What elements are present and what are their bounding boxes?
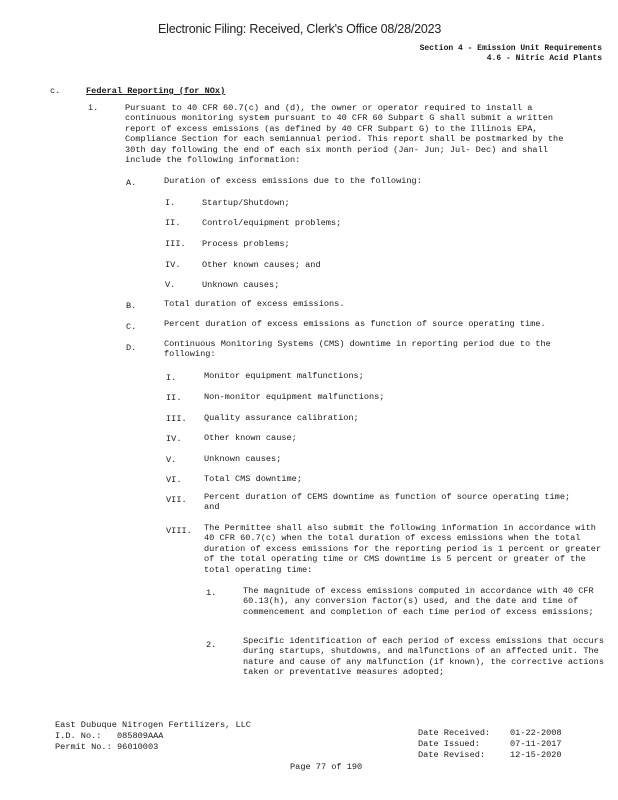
footer-left	[55, 720, 251, 753]
item-d-v-text: Unknown causes;	[204, 454, 282, 464]
page-number: Page 77 of 190	[290, 762, 363, 772]
item-d-ii-num: II.	[166, 393, 182, 403]
item-d-text: Continuous Monitoring Systems (CMS) downtime in reporting period due to the following:	[164, 339, 551, 360]
item-d-iii-num: III.	[166, 414, 187, 424]
footer-permit-label: Permit No.:	[55, 742, 112, 752]
item-d-i-num: I.	[166, 373, 177, 383]
footer-issued-row	[418, 739, 562, 750]
item-c-letter: C.	[126, 322, 137, 332]
footer-revised-value: 12-15-2020	[510, 750, 562, 760]
item-a-ii-text: Control/equipment problems;	[202, 218, 342, 228]
item-d-vi-num: VI.	[166, 475, 182, 485]
item-i-number: i.	[88, 103, 99, 113]
section-header-line1: Section 4 - Emission Unit Requirements	[419, 44, 602, 53]
item-a-v-num: V.	[165, 280, 176, 290]
section-letter: c.	[50, 86, 61, 96]
footer-permit-value: 96010003	[117, 742, 159, 752]
footer-permit-row	[55, 742, 251, 753]
footer-company: East Dubuque Nitrogen Fertilizers, LLC	[55, 720, 251, 730]
footer-received-value: 01-22-2008	[510, 728, 562, 738]
footer-received-row	[418, 728, 562, 739]
item-a-iv-num: IV.	[165, 260, 181, 270]
item-a-text: Duration of excess emissions due to the following:	[164, 176, 422, 186]
item-d-i-text: Monitor equipment malfunctions;	[204, 371, 364, 381]
section-header	[420, 44, 602, 63]
footer-right	[418, 728, 562, 761]
footer-revised-label: Date Revised:	[418, 750, 486, 760]
item-b-text: Total duration of excess emissions.	[164, 299, 345, 309]
item-d-vii-text: Percent duration of CEMS downtime as function of source operating time; and	[204, 492, 571, 513]
item-c-text: Percent duration of excess emissions as function of source operating time.	[164, 319, 546, 329]
subitem-1-num: 1.	[206, 588, 217, 598]
footer-id-label: I.D. No.:	[55, 731, 102, 741]
section-header-line2: 4.6 - Nitric Acid Plants	[486, 53, 602, 63]
footer-id-value: 085809AAA	[117, 731, 164, 741]
subitem-1-text: The magnitude of excess emissions computed in accordance with 40 CFR 60.13(h), any conversion factor(s) used, and the date and time of commencement and completion of each time period of excess emissions;	[243, 586, 594, 617]
item-a-letter: A.	[126, 178, 137, 188]
subitem-2-text: Specific identification of each period of excess emissions that occurs during startups, shutdowns, and malfunctions of an affected unit. The nature and cause of any malfunction (if known), the corrective actions taken or preventative measures adopted;	[243, 636, 604, 678]
item-d-letter: D.	[126, 343, 137, 353]
item-d-v-num: V.	[166, 455, 177, 465]
item-d-vi-text: Total CMS downtime;	[204, 474, 302, 484]
item-b-letter: B.	[126, 301, 137, 311]
item-d-vii-num: VII.	[166, 495, 187, 505]
item-d-iii-text: Quality assurance calibration;	[204, 413, 359, 423]
item-d-viii-text: The Permittee shall also submit the following information in accordance with 40 CFR 60.7(c) when the total duration of excess emissions when the total duration of excess emissions for the reporting period is 1 percent or greater of the total operating time or CMS downtime is 5 percent or greater of the total operating time:	[204, 523, 602, 575]
item-a-v-text: Unknown causes;	[202, 280, 280, 290]
footer-received-label: Date Received:	[418, 728, 491, 738]
section-title: Federal Reporting (for NOx)	[86, 86, 226, 96]
item-d-iv-num: IV.	[166, 434, 182, 444]
footer-issued-label: Date Issued:	[418, 739, 480, 749]
filing-stamp: Electronic Filing: Received, Clerk's Office 08/28/2023	[158, 22, 442, 36]
footer-id-row	[55, 731, 251, 742]
item-a-iii-num: III.	[165, 239, 186, 249]
item-d-iv-text: Other known cause;	[204, 433, 297, 443]
item-a-iv-text: Other known causes; and	[202, 260, 321, 270]
footer-issued-value: 07-11-2017	[510, 739, 562, 749]
item-i-text: Pursuant to 40 CFR 60.7(c) and (d), the owner or operator required to install a continuous monitoring system pursuant to 40 CFR 60 Subpart G shall submit a written report of excess emissions (as defined by 40 CFR Subpart G) to the Illinois EPA, Compliance Section for each semiannual period. This report shall be postmarked by the 30th day following the end of each six month period (Jan- Jun; Jul- Dec) and shall include the following information:	[125, 103, 564, 166]
item-a-ii-num: II.	[165, 218, 181, 228]
footer-revised-row	[418, 750, 562, 761]
item-a-i-text: Startup/Shutdown;	[202, 198, 290, 208]
item-a-i-num: I.	[165, 198, 176, 208]
item-a-iii-text: Process problems;	[202, 239, 290, 249]
subitem-2-num: 2.	[206, 640, 217, 650]
item-d-viii-num: VIII.	[166, 526, 192, 536]
item-d-ii-text: Non-monitor equipment malfunctions;	[204, 392, 385, 402]
